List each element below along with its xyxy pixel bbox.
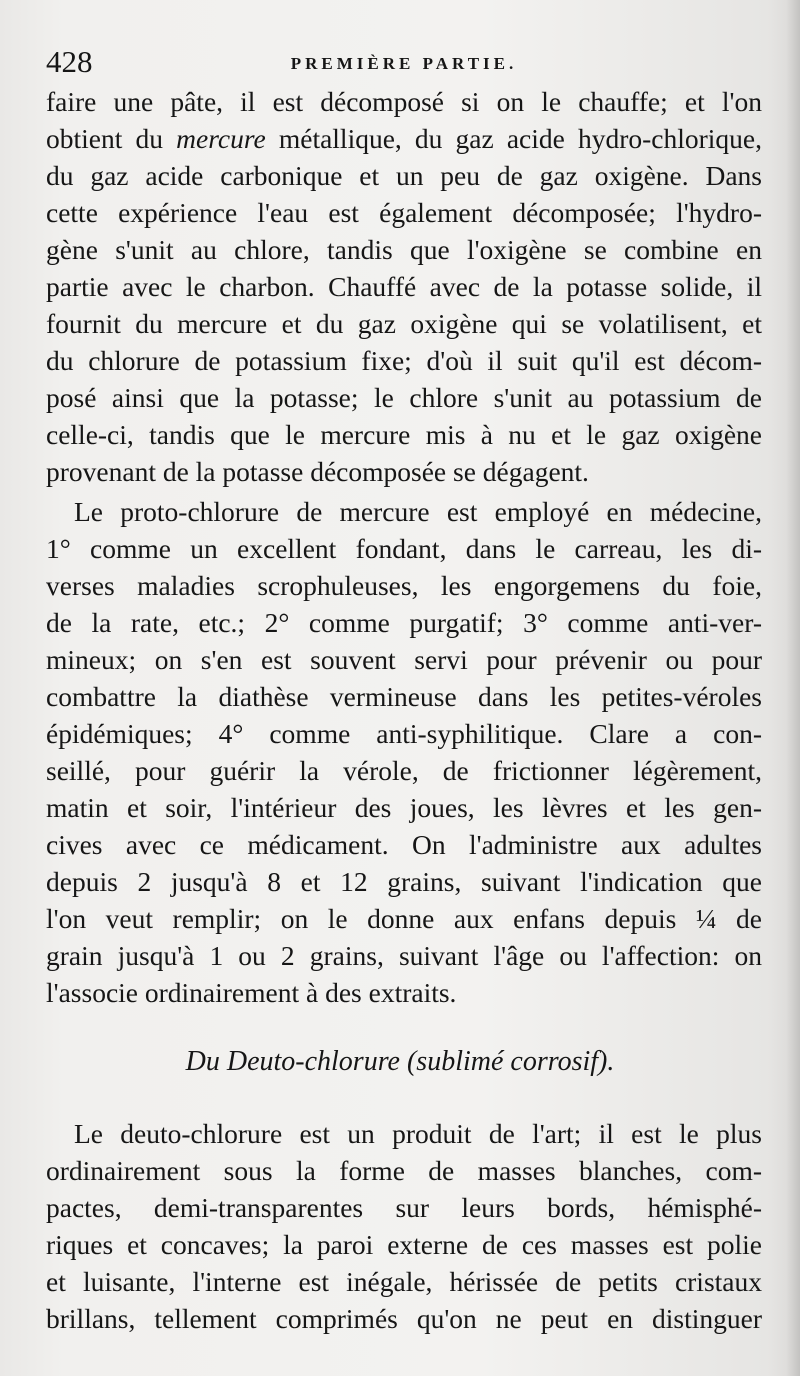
text-line: Le proto-chlorure de mercure est employé en médecine,: [74, 496, 762, 527]
section-heading: Du Deuto-chlorure (sublimé corrosif).: [185, 1046, 615, 1077]
text-line: ordinairement sous la forme de masses blanches, com-: [46, 1155, 762, 1186]
text-line: grain jusqu'à 1 ou 2 grains, suivant l'âge ou l'affection: on: [46, 940, 762, 971]
text-line: pactes, demi-transparentes sur leurs bords, hémisphé-: [46, 1192, 762, 1223]
text-run: métallique, du gaz acide hydro-chlorique,: [265, 123, 762, 154]
text-line: verses maladies scrophuleuses, les engorgemens du foie,: [46, 570, 762, 601]
text-line: l'associe ordinairement à des extraits.: [46, 977, 457, 1008]
italic-term: mercure: [176, 123, 266, 154]
text-line: du chlorure de potassium fixe; d'où il suit qu'il est décom-: [46, 345, 762, 376]
text-line: provenant de la potasse décomposée se dégagent.: [46, 456, 589, 487]
text-line: et luisante, l'interne est inégale, hérissée de petits cristaux: [46, 1266, 762, 1297]
page-number: 428: [46, 44, 93, 79]
text-line: riques et concaves; la paroi externe de ces masses est polie: [46, 1229, 762, 1260]
running-head: PREMIÈRE PARTIE.: [290, 54, 518, 73]
page-edge-shadow: [786, 0, 800, 1376]
text-line: cette expérience l'eau est également décomposée; l'hydro-: [46, 197, 762, 228]
text-line: l'on veut remplir; on le donne aux enfans depuis ¼ de: [46, 903, 762, 934]
text-line: [46, 121, 762, 157]
text-line: posé ainsi que la potasse; le chlore s'unit au potassium de: [46, 382, 762, 413]
text-line: cives avec ce médicament. On l'administre aux adultes: [46, 829, 762, 860]
text-run: obtient du: [46, 123, 177, 154]
page-header: [46, 44, 762, 84]
text-line: combattre la diathèse vermineuse dans les petites-véroles: [46, 681, 762, 712]
text-line: 1° comme un excellent fondant, dans le carreau, les di-: [46, 533, 762, 564]
text-line: celle-ci, tandis que le mercure mis à nu et le gaz oxigène: [46, 419, 762, 450]
text-line: matin et soir, l'intérieur des joues, les lèvres et les gen-: [46, 792, 762, 823]
text-line: faire une pâte, il est décomposé si on le chauffe; et l'on: [46, 86, 762, 117]
text-line: fournit du mercure et du gaz oxigène qui se volatilisent, et: [46, 308, 762, 339]
text-line: gène s'unit au chlore, tandis que l'oxigène se combine en: [46, 234, 762, 265]
text-line: du gaz acide carbonique et un peu de gaz oxigène. Dans: [46, 160, 762, 191]
text-line: brillans, tellement comprimés qu'on ne peut en distinguer: [46, 1303, 762, 1334]
text-line: seillé, pour guérir la vérole, de frictionner légèrement,: [46, 755, 762, 786]
text-line: de la rate, etc.; 2° comme purgatif; 3° comme anti-ver-: [46, 607, 762, 638]
text-line: Le deuto-chlorure est un produit de l'art; il est le plus: [74, 1118, 762, 1149]
text-line: partie avec le charbon. Chauffé avec de la potasse solide, il: [46, 271, 762, 302]
text-line: depuis 2 jusqu'à 8 et 12 grains, suivant l'indication que: [46, 866, 762, 897]
text-line: mineux; on s'en est souvent servi pour prévenir ou pour: [46, 644, 762, 675]
text-line: épidémiques; 4° comme anti-syphilitique. Clare a con-: [46, 718, 762, 749]
